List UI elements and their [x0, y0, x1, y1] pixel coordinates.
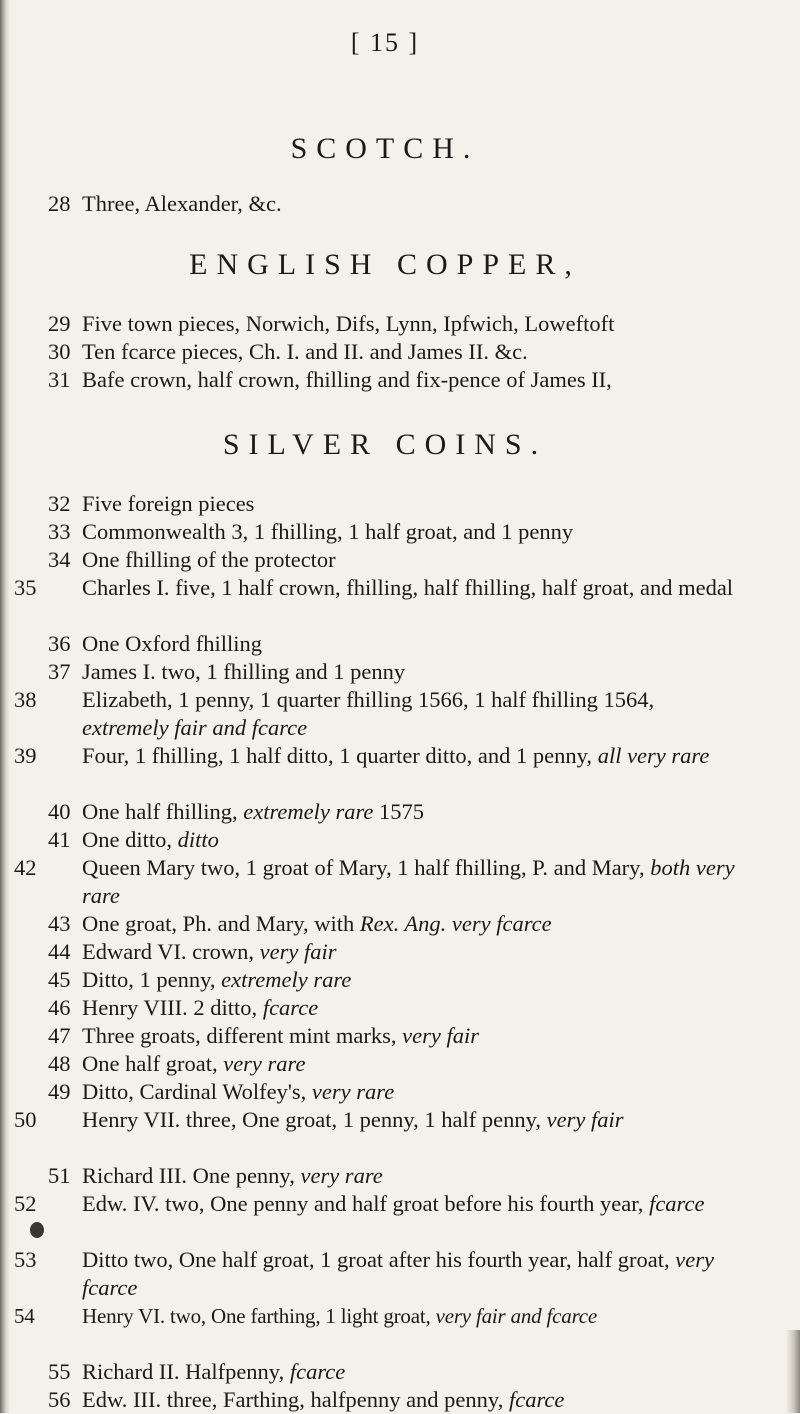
lot-entry: 29 Five town pieces, Norwich, Difs, Lynn, Ipfwich, Loweftoft — [48, 311, 615, 336]
page-number: [ 15 ] — [350, 28, 420, 57]
lot-entry: 56 Edw. III. three, Farthing, halfpenny and penny, fcarce — [48, 1387, 565, 1412]
lot-entry: 44 Edward VI. crown, very fair — [48, 939, 337, 964]
lot-entry: 45 Ditto, 1 penny, extremely rare — [48, 967, 352, 992]
lot-entry: 42 Queen Mary two, 1 groat of Mary, 1 half fhilling, P. and Mary, both very rare — [14, 855, 735, 908]
lot-entry: 34 One fhilling of the protector — [48, 547, 336, 572]
lot-entry: 35 Charles I. five, 1 half crown, fhilling, half fhilling, half groat, and medal — [14, 575, 734, 600]
section-heading-silver-coins: SILVER COINS. — [222, 428, 548, 461]
lot-entry: 33 Commonwealth 3, 1 fhilling, 1 half groat, and 1 penny — [48, 519, 574, 544]
lot-entry: 49 Ditto, Cardinal Wolfey's, very rare — [48, 1079, 395, 1104]
lot-entry: 32 Five foreign pieces — [48, 491, 255, 516]
lot-entry: 28 Three, Alexander, &c. — [48, 191, 282, 216]
lot-entry: 38 Elizabeth, 1 penny, 1 quarter fhilling 1566, 1 half fhilling 1564, extremely fair and fcarce — [14, 687, 655, 740]
lot-entry: 31 Bafe crown, half crown, fhilling and fix-pence of James II, — [48, 367, 612, 392]
lot-entry: 40 One half fhilling, extremely rare 1575 — [48, 799, 424, 824]
lot-entry: 53 Ditto two, One half groat, 1 groat after his fourth year, half groat, very fcarce — [14, 1247, 715, 1300]
lot-entry: 52 Edw. IV. two, One penny and half groat before his fourth year, fcarce — [14, 1191, 705, 1216]
ink-blot — [30, 1222, 44, 1238]
lot-entry: 39 Four, 1 fhilling, 1 half ditto, 1 quarter ditto, and 1 penny, all very rare — [14, 743, 710, 768]
lot-entry: 41 One ditto, ditto — [48, 827, 219, 852]
page-edge-shadow — [786, 1330, 800, 1413]
lot-entry: 36 One Oxford fhilling — [48, 631, 262, 656]
lot-entry: 50 Henry VII. three, One groat, 1 penny, 1 half penny, very fair — [14, 1107, 624, 1132]
lot-entry: 30 Ten fcarce pieces, Ch. I. and II. and James II. &c. — [48, 339, 528, 364]
lot-entry: 43 One groat, Ph. and Mary, with Rex. Ang. very fcarce — [48, 911, 552, 936]
lot-entry: 51 Richard III. One penny, very rare — [48, 1163, 383, 1188]
lot-entry: 48 One half groat, very rare — [48, 1051, 306, 1076]
lot-entry: 37 James I. two, 1 fhilling and 1 penny — [48, 659, 406, 684]
section-heading-scotch: SCOTCH. — [290, 132, 480, 165]
lot-entry: 55 Richard II. Halfpenny, fcarce — [48, 1359, 346, 1384]
lot-entry: 46 Henry VIII. 2 ditto, fcarce — [48, 995, 319, 1020]
page-gutter-shadow — [0, 0, 10, 1413]
section-heading-english-copper: ENGLISH COPPER, — [189, 248, 581, 281]
lot-entry: 54 Henry VI. two, One farthing, 1 light groat, very fair and fcarce — [14, 1304, 598, 1328]
lot-entry: 47 Three groats, different mint marks, very fair — [48, 1023, 479, 1048]
